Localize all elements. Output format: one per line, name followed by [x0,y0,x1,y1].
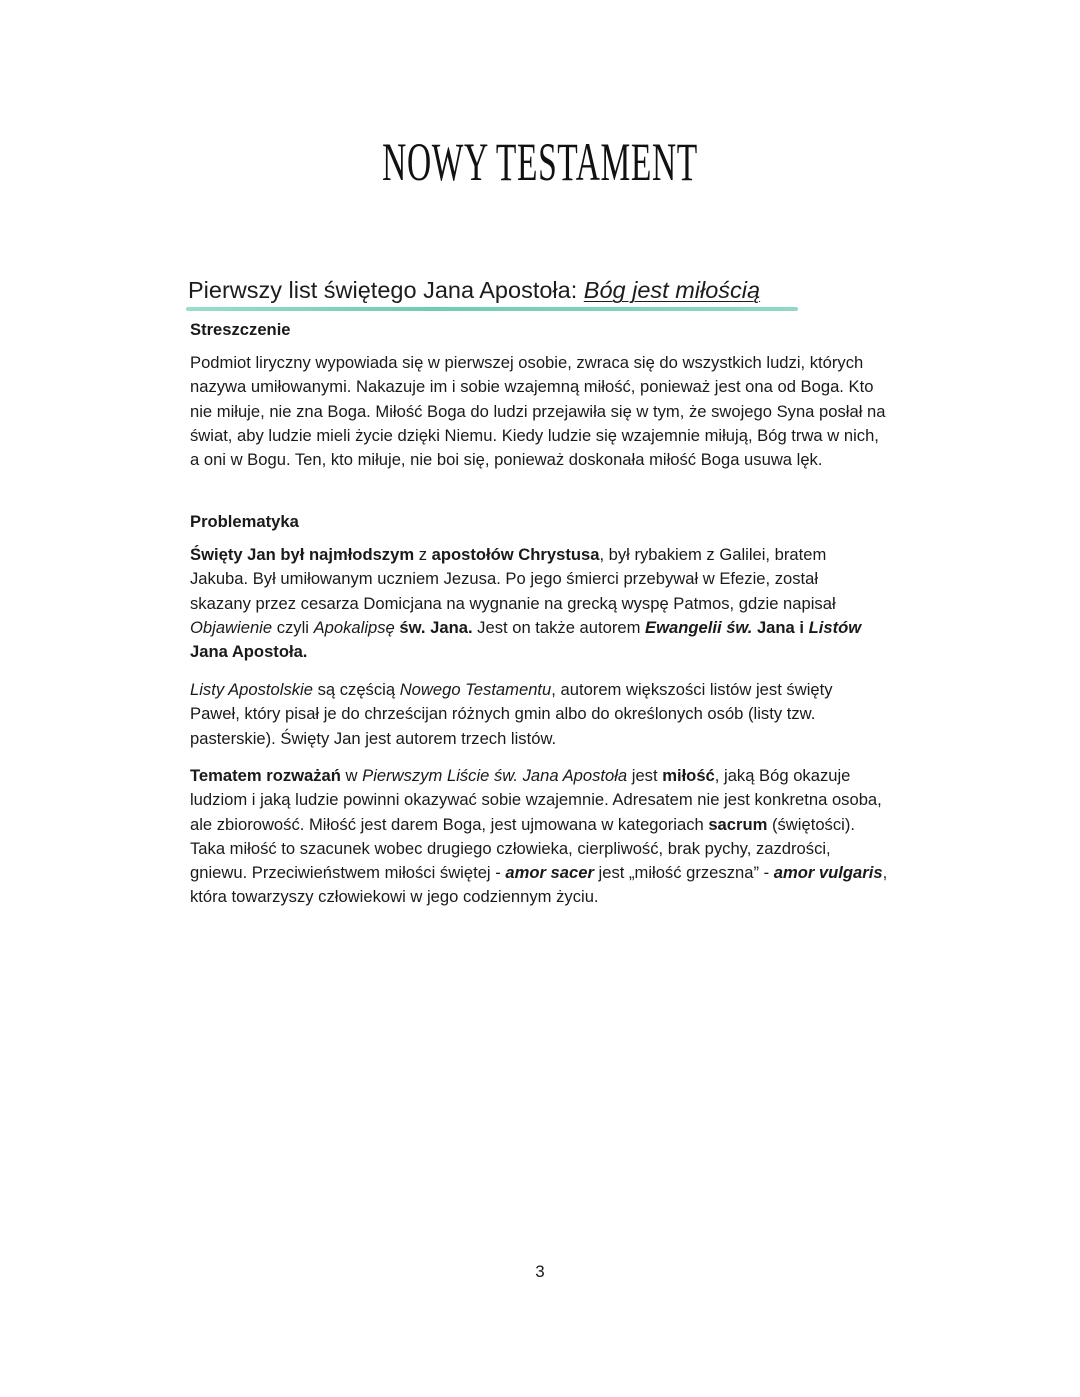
paragraph-saint-john [190,543,870,664]
section-title-plain: Pierwszy list świętego Jana Apostoła: [188,277,584,303]
p3-s4: jest [627,766,663,785]
p1-s7: Apokalipsę [313,617,395,637]
p3-s3: Pierwszym Liście św. Jana Apostoła [362,766,628,785]
section-title-italic: Bóg jest miłością [583,277,761,303]
p3-s11: amor vulgaris [773,863,883,883]
paragraph-apostolic-letters [190,678,880,751]
p3-s1: Tematem rozważań [190,766,341,785]
p2-s4: , autorem większości listów jest święty Paweł, który pisał je do chrześcijan różnych gmin albo do określonych osób (listy tzw. pasterskie). Święty Jan jest autorem trzech listów. [190,680,833,748]
p1-s2: z [414,545,432,564]
paragraph-theme [190,764,890,910]
problem-heading: Problematyka [190,512,299,531]
p1-s5: Objawienie [190,617,273,637]
section-title [188,274,828,306]
p3-s9: amor sacer [505,863,594,883]
p3-s6: , jaką Bóg okazuje ludziom i jaką ludzie powinni okazywać sobie wzajemnie. Adresatem nie jest konkretna osoba, ale zbiorowość. Miłość jest darem Boga, jest ujmowana w kategoriach [190,766,882,834]
page-number: 3 [535,1262,545,1281]
p2-s2: są częścią [312,680,400,699]
p1-s13: Jana Apostoła. [190,642,308,662]
p1-s9: Jest on także autorem [472,617,646,637]
summary-heading: Streszczenie [190,320,291,339]
p1-s10: Ewangelii św. [645,617,753,637]
p3-s5: miłość [662,766,715,785]
p3-s12: , która towarzyszy człowiekowi w jego codziennym życiu. [190,863,888,907]
p3-s8: (świętości). Taka miłość to szacunek wobec drugiego człowieka, cierpliwość, brak pychy, zazdrości, gniewu. Przeciwieństwem miłości świętej - [190,814,855,883]
p2-s1: Listy Apostolskie [190,680,313,699]
p1-s3: apostołów Chrystusa [431,545,600,564]
document-title: NOWY TESTAMENT [382,132,698,192]
summary-paragraph: Podmiot liryczny wypowiada się w pierwszej osobie, zwraca się do wszystkich ludzi, których nazywa umiłowanymi. Nakazuje im i sobie wzajemną miłość, ponieważ jest ona od Boga. Kto nie miłuje, nie zna Boga. Miłość Boga do ludzi przejawiła się w tym, że swojego Syna posłał na świat, aby ludzie mieli życie dzięki Niemu. Kiedy ludzie się wzajemnie miłują, Bóg trwa w nich, a oni w Bogu. Ten, kto miłuje, nie boi się, ponieważ doskonała miłość Boga usuwa lęk. [190,353,886,470]
p1-s4: , był rybakiem z Galilei, bratem Jakuba. Był umiłowanym uczniem Jezusa. Po jego śmierci przebywał w Efezie, został skazany przez cesarza Domicjana na wygnanie na grecką wyspę Patmos, gdzie napisał [190,545,836,613]
p1-s6: czyli [272,617,314,637]
p1-s8: św. Jana. [394,617,473,637]
p3-s2: w [340,766,363,785]
p2-s3: Nowego Testamentu [399,680,552,699]
p1-s12: Listów [808,617,862,637]
p1-s1: Święty Jan był najmłodszym [190,545,415,564]
highlighter-mark [186,307,798,311]
p3-s7: sacrum [708,814,768,834]
p3-s10: jest „miłość grzeszna” - [593,863,774,883]
p1-s11: Jana i [752,617,809,637]
